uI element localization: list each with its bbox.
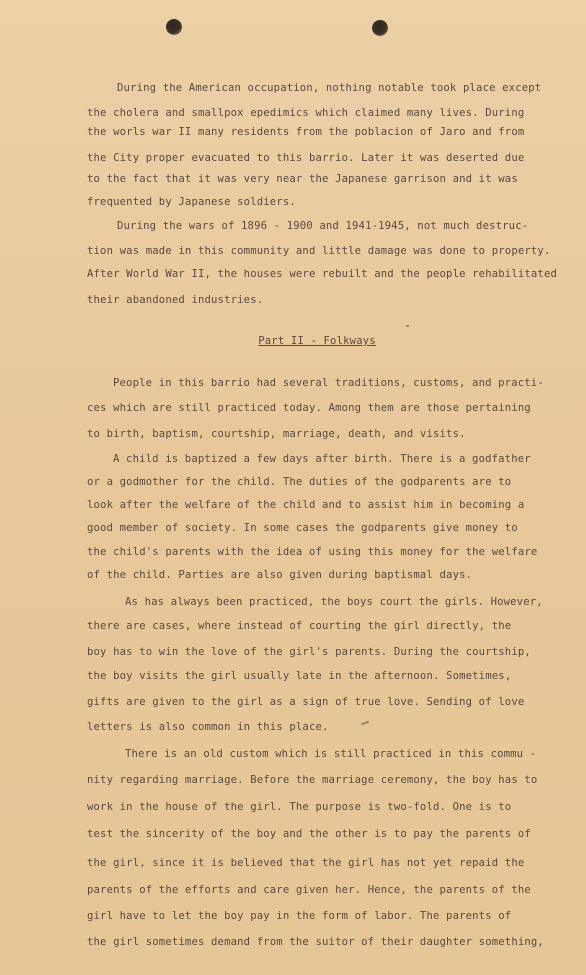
ink-speck bbox=[406, 325, 409, 327]
document-page: During the American occupation, nothing notable took place except the cholera and smallpox epedimics which claimed many lives. During the worls war II many residents from the poblacion of Jaro and from the City proper evacuated to this barrio. Later it was deserted due to the fact that it was very near the Japanese garrison and it was frequented by Japanese soldiers. During the wars of 1896 - 1900 and 1941-1945, not much destruc- tion was made in this community and little damage was done to property. After World War II, the houses were rebuilt and the people rehabilitated their abandoned industries. Part II - Folkways People in this barrio had several traditions, customs, and practi- ces which are still practiced today. Among them are those pertaining to birth, baptism, courtship, marriage, death, and visits. A child is baptized a few days after birth. There is a godfather or a godmother for the child. The duties of the godparents are to look after the welfare of the child and to assist him in becoming a good member of society. In some cases the godparents give money to the child's parents with the idea of using this money for the welfare of the child. Parties are also given during baptismal days. As has always been practiced, the boys court the girls. However, there are cases, where instead of courting the girl directly, the boy has to win the love of the girl's parents. During the courtship, the boy visits the girl usually late in the afternoon. Sometimes, gifts are given to the girl as a sign of true love. Sending of love letters is also common in this place. There is an old custom which is still practiced in this commu - nity regarding marriage. Before the marriage ceremony, the boy has to work in the house of the girl. The purpose is two-fold. One is to test the sincerity of the boy and the other is to pay the parents of the girl, since it is believed that the girl has not yet repaid the parents of the efforts and care given her. Hence, the parents of the girl have to let the boy pay in the form of labor. The parents of the girl sometimes demand from the suitor of their daughter something, bbox=[0, 0, 586, 975]
punch-hole bbox=[372, 20, 388, 36]
ink-speck bbox=[361, 721, 369, 726]
punch-hole bbox=[166, 19, 182, 35]
section-heading: Part II - Folkways bbox=[258, 335, 376, 347]
